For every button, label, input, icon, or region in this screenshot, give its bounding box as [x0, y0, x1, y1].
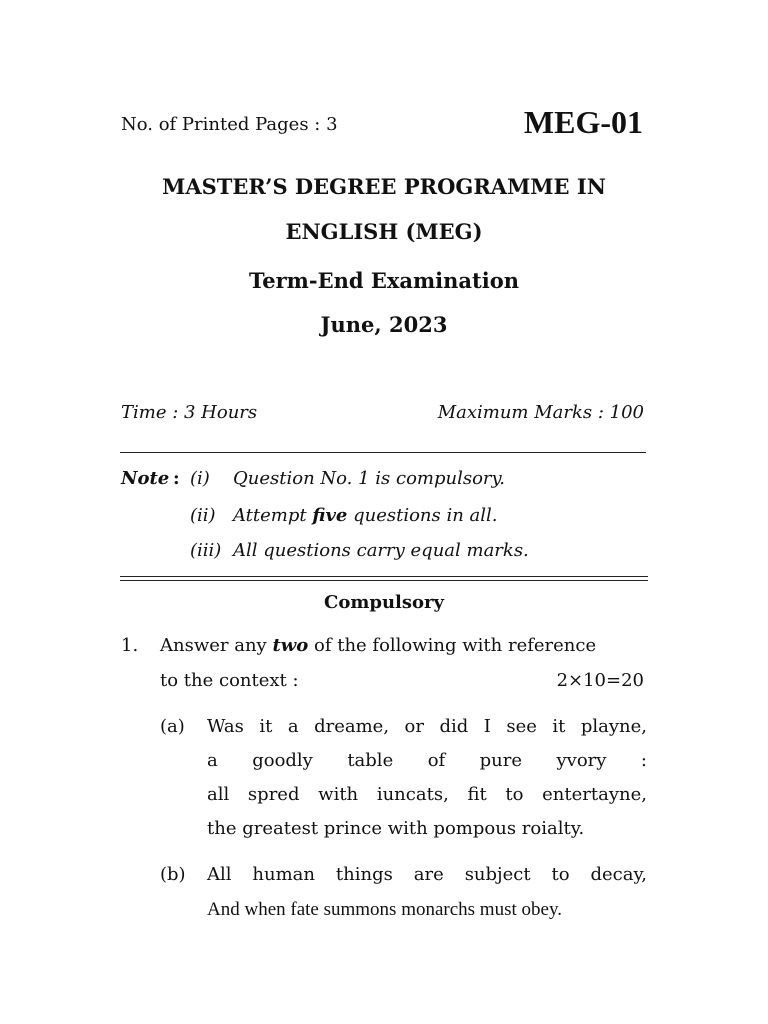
- question-text-line2: to the context :: [160, 670, 299, 691]
- verse-line: all spred with iuncats, fit to entertayne,: [207, 784, 647, 805]
- question-text-pre: Answer any: [160, 635, 273, 656]
- programme-title-line2: ENGLISH (MEG): [285, 219, 483, 244]
- printed-pages: No. of Printed Pages : 3: [121, 114, 338, 135]
- question-text-line1: [160, 635, 596, 656]
- verse-line: Was it a dreame, or did I see it playne,: [207, 716, 647, 737]
- note-item-text: All questions carry equal marks.: [233, 540, 529, 561]
- note-item-number: (ii): [190, 505, 216, 526]
- note-text-pre: Attempt: [233, 505, 313, 526]
- question-text-emph: two: [272, 635, 309, 656]
- double-rule-bottom: [120, 580, 648, 581]
- verse-line: All human things are subject to decay,: [207, 864, 647, 885]
- note-text-bold: five: [312, 505, 348, 526]
- note-separator: :: [173, 468, 180, 489]
- exam-date: June, 2023: [320, 312, 448, 337]
- time-info: Time : 3 Hours: [121, 402, 258, 423]
- divider: [120, 452, 646, 453]
- double-rule-top: [120, 576, 648, 577]
- exam-title: Term-End Examination: [248, 268, 519, 293]
- verse-line: the greatest prince with pompous roialty.: [207, 818, 585, 839]
- note-item-text: [233, 505, 498, 526]
- note-item-text: Question No. 1 is compulsory.: [233, 468, 506, 489]
- note-item-number: (iii): [190, 540, 222, 561]
- note-text-post: questions in all.: [347, 505, 498, 526]
- part-label: (a): [160, 716, 185, 737]
- verse-line: a goodly table of pure yvory :: [207, 750, 647, 771]
- part-label: (b): [160, 864, 186, 885]
- question-number: 1.: [121, 635, 139, 656]
- question-marks: 2×10=20: [556, 670, 644, 691]
- course-code: MEG-01: [523, 104, 643, 140]
- note-item-number: (i): [190, 468, 210, 489]
- max-marks-info: Maximum Marks : 100: [437, 402, 644, 423]
- programme-title-line1: MASTER’S DEGREE PROGRAMME IN: [162, 174, 606, 199]
- verse-line: And when fate summons monarchs must obey.: [207, 899, 562, 920]
- section-heading: Compulsory: [324, 592, 444, 613]
- note-label: Note: [121, 468, 170, 489]
- question-text-post: of the following with reference: [308, 635, 597, 656]
